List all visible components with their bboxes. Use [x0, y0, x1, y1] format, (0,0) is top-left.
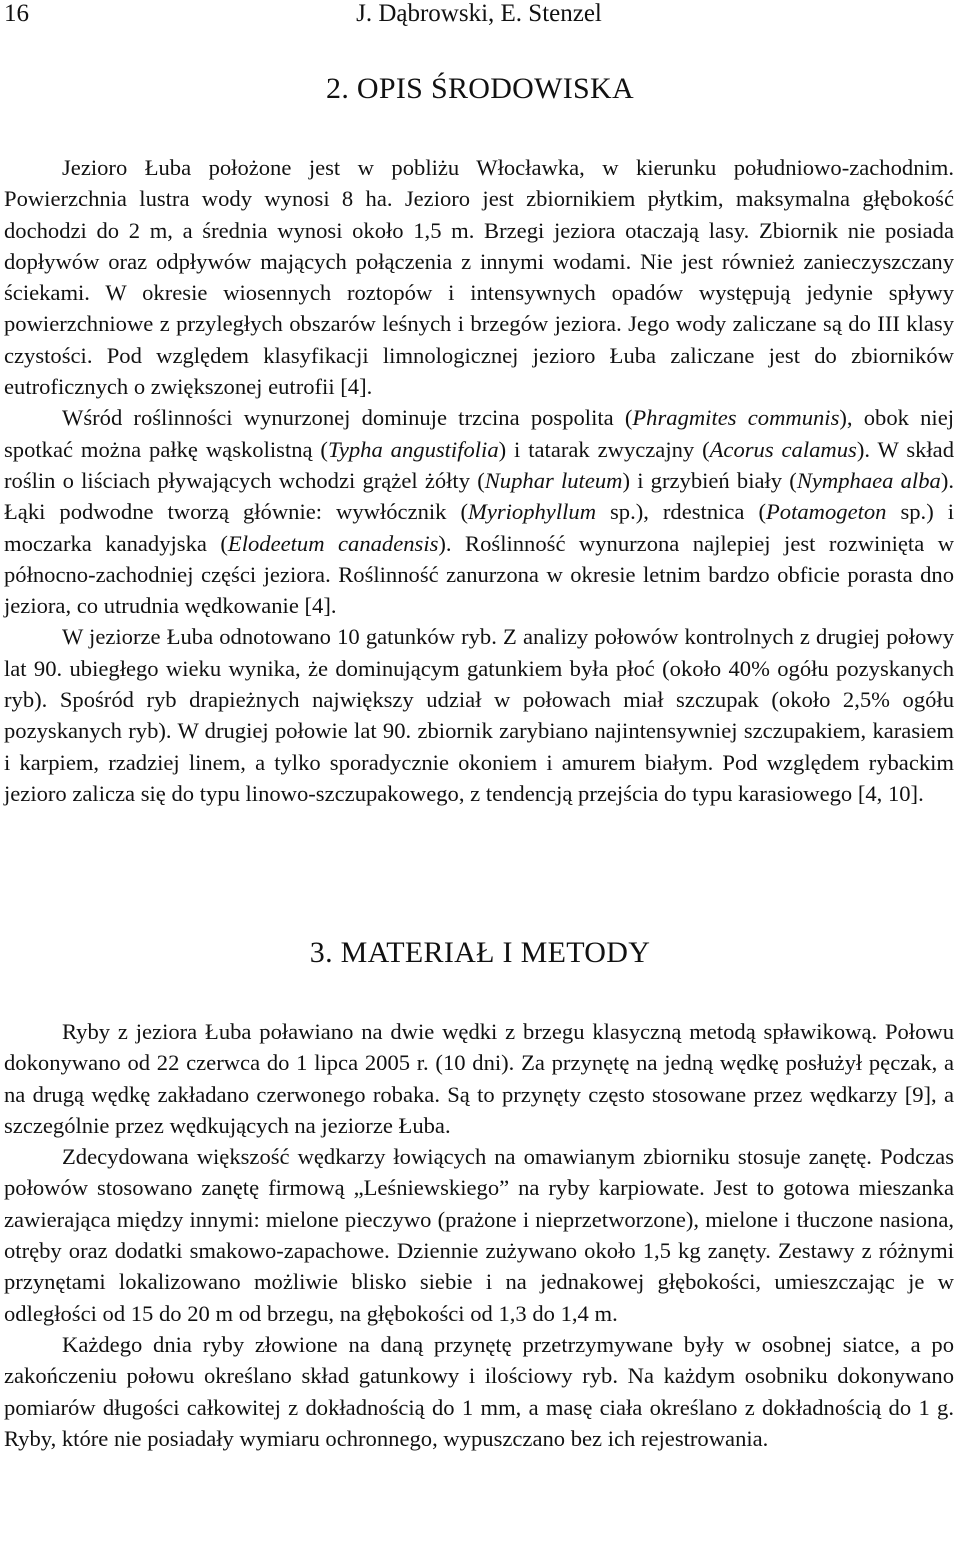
- section-3-paragraph-2: Zdecydowana większość wędkarzy łowiących na omawianym zbiorniku stosuje zanętę. Podczas połowów stosowano zanętę firmową „Leśniewskiego” na ryby karpiowate. Jest to gotowa mieszanka zawierająca między innymi: mielone pieczywo (prażone i nieprzetworzone), mielone i tłuczone nasiona, otręby oraz dodatki smakowo-zapachowe. Dziennie zużywano około 1,5 kg zanęty. Zestawy z różnymi przynętami lokalizowano możliwie blisko siebie i na jednakowej głębokości, umieszczając je w odległości od 15 do 20 m od brzegu, na głębokości od 1,3 do 1,4 m.: [4, 1144, 954, 1326]
- species-name: Typha angustifolia: [327, 436, 499, 462]
- section-3-paragraph-1: Ryby z jeziora Łuba poławiano na dwie wędki z brzegu klasyczną metodą spławikową. Połowu dokonywano od 22 czerwca do 1 lipca 2005 r. (10 dni). Za przynętę na jedną wędkę posłużył pęczak, a na drugą wędkę zakładano czerwonego robaka. Są to przynęty często stosowane przez wędkarzy [9], a szczególnie przez wędkujących na jeziorze Łuba.: [4, 1019, 954, 1138]
- section-3-paragraph-3: Każdego dnia ryby złowione na daną przynętę przetrzymywane były w osobnej siatce, a po zakończeniu połowu określano skład gatunkowy i ilościowy ryb. Na każdym osobniku dokonywano pomiarów długości całkowitej z dokładnością do 1 mm, a masę ciała określano z dokładnością do 1 g. Ryby, które nie posiadały wymiaru ochronnego, wypuszczano bez ich rejestrowania.: [4, 1331, 954, 1451]
- section-2-body: [4, 152, 954, 809]
- species-name: Acorus calamus: [709, 436, 857, 462]
- section-3-body: [4, 1016, 954, 1454]
- section-2-paragraph-3: W jeziorze Łuba odnotowano 10 gatunków ryb. Z analizy połowów kontrolnych z drugiej połowy lat 90. ubiegłego wieku wynika, że dominującym gatunkiem była płoć (około 40% ogółu pozyskanych ryb). Spośród ryb drapieżnych największy udział w połowach miał szczupak (około 2,5% ogółu pozyskanych ryb). W drugiej połowie lat 90. zbiornik zarybiano najintensywniej szczupakiem, karasiem i karpiem, rzadziej linem, a tylko sporadycznie okoniem i amurem białym. Pod względem rybackim jezioro zalicza się do typu linowo-szczupakowego, z tendencją przejścia do typu karasiowego [4, 10].: [4, 624, 954, 806]
- species-name: Potamogeton: [765, 499, 887, 525]
- page-header: [4, 0, 954, 28]
- section-2-paragraph-2: Wśród roślinności wynurzonej dominuje trzcina pospolita (Phragmites communis), obok niej spotkać można pałkę wąskolistną (Typha angustifolia) i tatarak zwyczajny (Acorus calamus). W skład roślin o liściach pływających wchodzi grążel żółty (Nuphar luteum) i grzybień biały (Nymphaea alba). Łąki podwodne tworzą głównie: wywłócznik (Myriophyllum sp.), rdestnica (Potamogeton sp.) i moczarka kanadyjska (Elodeetum canadensis). Roślinność wynurzona najlepiej jest rozwinięta w północno-zachodniej części jeziora. Roślinność zanurzona w okresie letnim bardzo obficie porasta dno jeziora, co utrudnia wędkowanie [4].: [4, 405, 955, 619]
- species-name: Phragmites communis: [632, 405, 840, 431]
- page-number: 16: [4, 0, 29, 27]
- species-name: Myriophyllum: [468, 499, 597, 525]
- species-name: Elodeetum canadensis: [227, 530, 439, 556]
- section-3-title: 3. MATERIAŁ I METODY: [309, 936, 651, 969]
- species-name: Nuphar luteum: [484, 467, 623, 493]
- species-name: Nymphaea alba: [796, 467, 941, 493]
- running-head: J. Dąbrowski, E. Stenzel: [356, 0, 602, 27]
- section-2-title: 2. OPIS ŚRODOWISKA: [326, 72, 634, 105]
- section-2-paragraph-1: Jezioro Łuba położone jest w pobliżu Włocławka, w kierunku południowo-zachodnim. Powierzchnia lustra wody wynosi 8 ha. Jezioro jest zbiornikiem płytkim, maksymalna głębokość dochodzi do 2 m, a średnia wynosi około 1,5 m. Brzegi jeziora otaczają lasy. Zbiornik nie posiada dopływów oraz odpływów mających połączenia z innymi wodami. Nie jest również zanieczyszczany ściekami. W okresie wiosennych roztopów i intensywnych opadów występują jedynie spływy powierzchniowe z przyległych obszarów leśnych i brzegów jeziora. Jego wody zaliczane są do III klasy czystości. Pod względem klasyfikacji limnologicznej jezioro Łuba zaliczane jest do zbiorników eutroficznych o zwiększonej eutrofii [4].: [4, 155, 954, 400]
